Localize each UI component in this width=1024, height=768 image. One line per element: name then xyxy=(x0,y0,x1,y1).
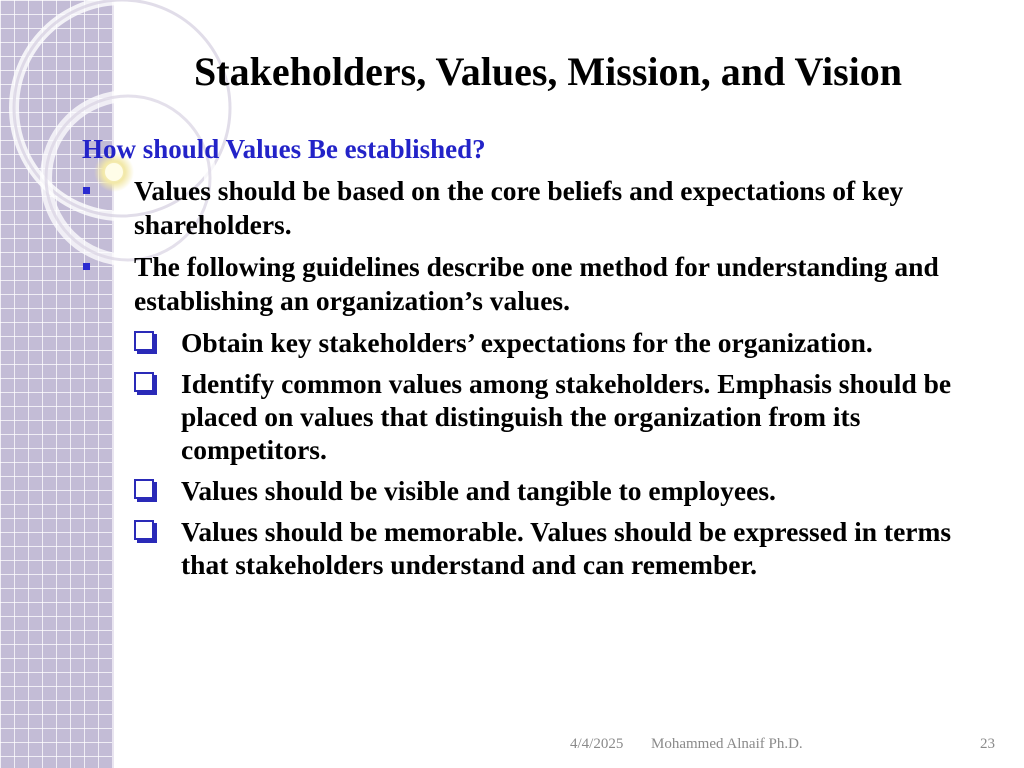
footer-date: 4/4/2025 xyxy=(570,736,624,752)
checklist-item xyxy=(0,474,971,507)
checkbox-icon xyxy=(134,479,154,499)
bullet-text: Values should be based on the core beliefs and expectations of key shareholders. xyxy=(134,175,904,240)
checkbox-icon xyxy=(134,331,154,351)
checklist-item xyxy=(0,515,971,581)
checklist-item xyxy=(0,326,971,359)
bullet-item xyxy=(0,250,964,318)
section-subheading: How should Values Be established? xyxy=(82,134,486,164)
checkbox-icon xyxy=(134,520,154,540)
slide-title: Stakeholders, Values, Mission, and Vision xyxy=(194,49,902,94)
bullet-item xyxy=(0,174,964,242)
checklist-text: Obtain key stakeholders’ expectations for the organization. xyxy=(181,327,873,358)
square-bullet-icon xyxy=(83,263,90,270)
bullet-text: The following guidelines describe one method for understanding and establishing an organization’s values. xyxy=(134,251,939,316)
bullet-list xyxy=(0,174,1024,589)
checklist-text: Values should be memorable. Values should be expressed in terms that stakeholders understand and can remember. xyxy=(181,516,952,580)
square-bullet-icon xyxy=(83,187,90,194)
checklist-text: Values should be visible and tangible to employees. xyxy=(181,475,776,506)
checklist-text: Identify common values among stakeholders. Emphasis should be placed on values that distinguish the organization from its competitors. xyxy=(181,368,952,465)
checklist-item xyxy=(0,367,971,466)
slide-number: 23 xyxy=(980,736,995,752)
footer-author: Mohammed Alnaif Ph.D. xyxy=(651,736,803,752)
checkbox-icon xyxy=(134,372,154,392)
